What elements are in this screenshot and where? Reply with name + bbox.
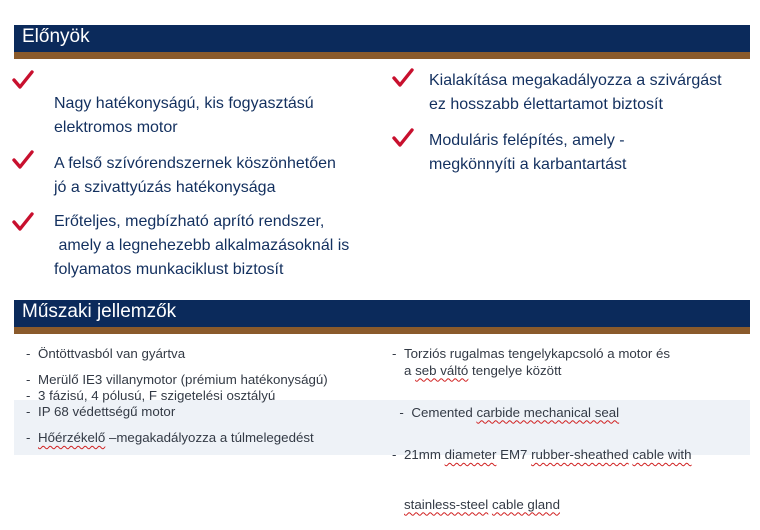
spec-text-flagged: Hőérzékelő	[38, 430, 106, 445]
spec-item: - Merülő IE3 villanymotor (prémium hatékonyságú)	[26, 372, 328, 387]
advantage-line: megkönnyíti a karbantartást	[429, 156, 627, 173]
spec-item: - 3 fázisú, 4 pólusú, F szigetelési osztályú	[26, 388, 276, 403]
spec-text-flagged: rubber-sheathed	[531, 447, 629, 462]
spec-text: Cemented	[411, 404, 477, 420]
advantage-item	[429, 69, 722, 117]
checkmark-icon	[12, 70, 32, 90]
specs-rule	[14, 327, 750, 334]
spec-text-flagged: diameter	[444, 447, 497, 462]
spec-text-flagged: cable with	[632, 447, 692, 462]
advantages-title: Előnyök	[22, 26, 90, 47]
spec-text: Torziós rugalmas tengelykapcsoló a motor és	[404, 346, 671, 361]
spec-text: IP 68 védettségű motor	[38, 404, 176, 419]
advantage-line: Erőteljes, megbízható aprító rendszer,	[54, 213, 325, 230]
spec-text: –megakadályozza a túlmelegedést	[105, 430, 314, 445]
spec-text-flagged: carbide mechanical seal	[476, 404, 620, 420]
advantage-line: ez hosszabb élettartamot biztosít	[429, 96, 663, 113]
advantages-rule	[14, 52, 750, 59]
spec-text: tengelye között	[468, 362, 562, 378]
spec-text: Merülő IE3 villanymotor (prémium hatékonyságú)	[38, 372, 328, 387]
advantage-item	[54, 92, 314, 140]
spec-item: - 21mm diameter EM7 rubber-sheathed cable with stainless-steel cable gland	[392, 447, 692, 512]
spec-text: EM7	[496, 447, 532, 462]
specs-header	[14, 300, 750, 327]
spec-text: 21mm	[404, 447, 445, 462]
spec-item: - Torziós rugalmas tengelykapcsoló a motor és a seb váltó tengelye között	[392, 346, 671, 378]
advantage-line: amely a legnehezebb alkalmazásoknál is	[54, 237, 350, 254]
spec-text-flagged: cable gland	[491, 496, 560, 512]
spec-text-flagged: seb váltó	[415, 362, 469, 378]
spec-text: 3 fázisú, 4 pólusú, F szigetelési osztályú	[38, 388, 276, 403]
advantages-header	[14, 25, 750, 52]
advantage-line: Kialakítása megakadályozza a szivárgást	[429, 72, 722, 89]
spec-item: - Hőérzékelő –megakadályozza a túlmelegedést	[26, 430, 314, 445]
advantage-line: folyamatos munkaciklust biztosít	[54, 261, 284, 278]
spec-item: - Cemented carbide mechanical seal	[399, 404, 620, 420]
advantage-item	[54, 152, 336, 200]
spec-item: - IP 68 védettségű motor	[26, 404, 176, 419]
checkmark-icon	[12, 212, 32, 232]
specs-title: Műszaki jellemzők	[22, 301, 177, 322]
advantage-item	[54, 210, 349, 282]
advantage-line: elektromos motor	[54, 119, 178, 136]
advantage-line: Moduláris felépítés, amely -	[429, 132, 625, 149]
advantage-line: Nagy hatékonyságú, kis fogyasztású	[54, 95, 314, 112]
spec-text: a	[404, 362, 416, 378]
advantage-line: A felső szívórendszernek köszönhetően	[54, 155, 336, 172]
spec-item: - Öntöttvasból van gyártva	[26, 346, 186, 361]
advantage-line: jó a szivattyúzás hatékonysága	[54, 179, 276, 196]
advantage-item	[429, 129, 626, 177]
spec-text-flagged: stainless-steel	[404, 496, 489, 512]
spec-text: Öntöttvasból van gyártva	[38, 346, 186, 361]
checkmark-icon	[392, 68, 412, 88]
checkmark-icon	[12, 150, 32, 170]
checkmark-icon	[392, 128, 412, 148]
